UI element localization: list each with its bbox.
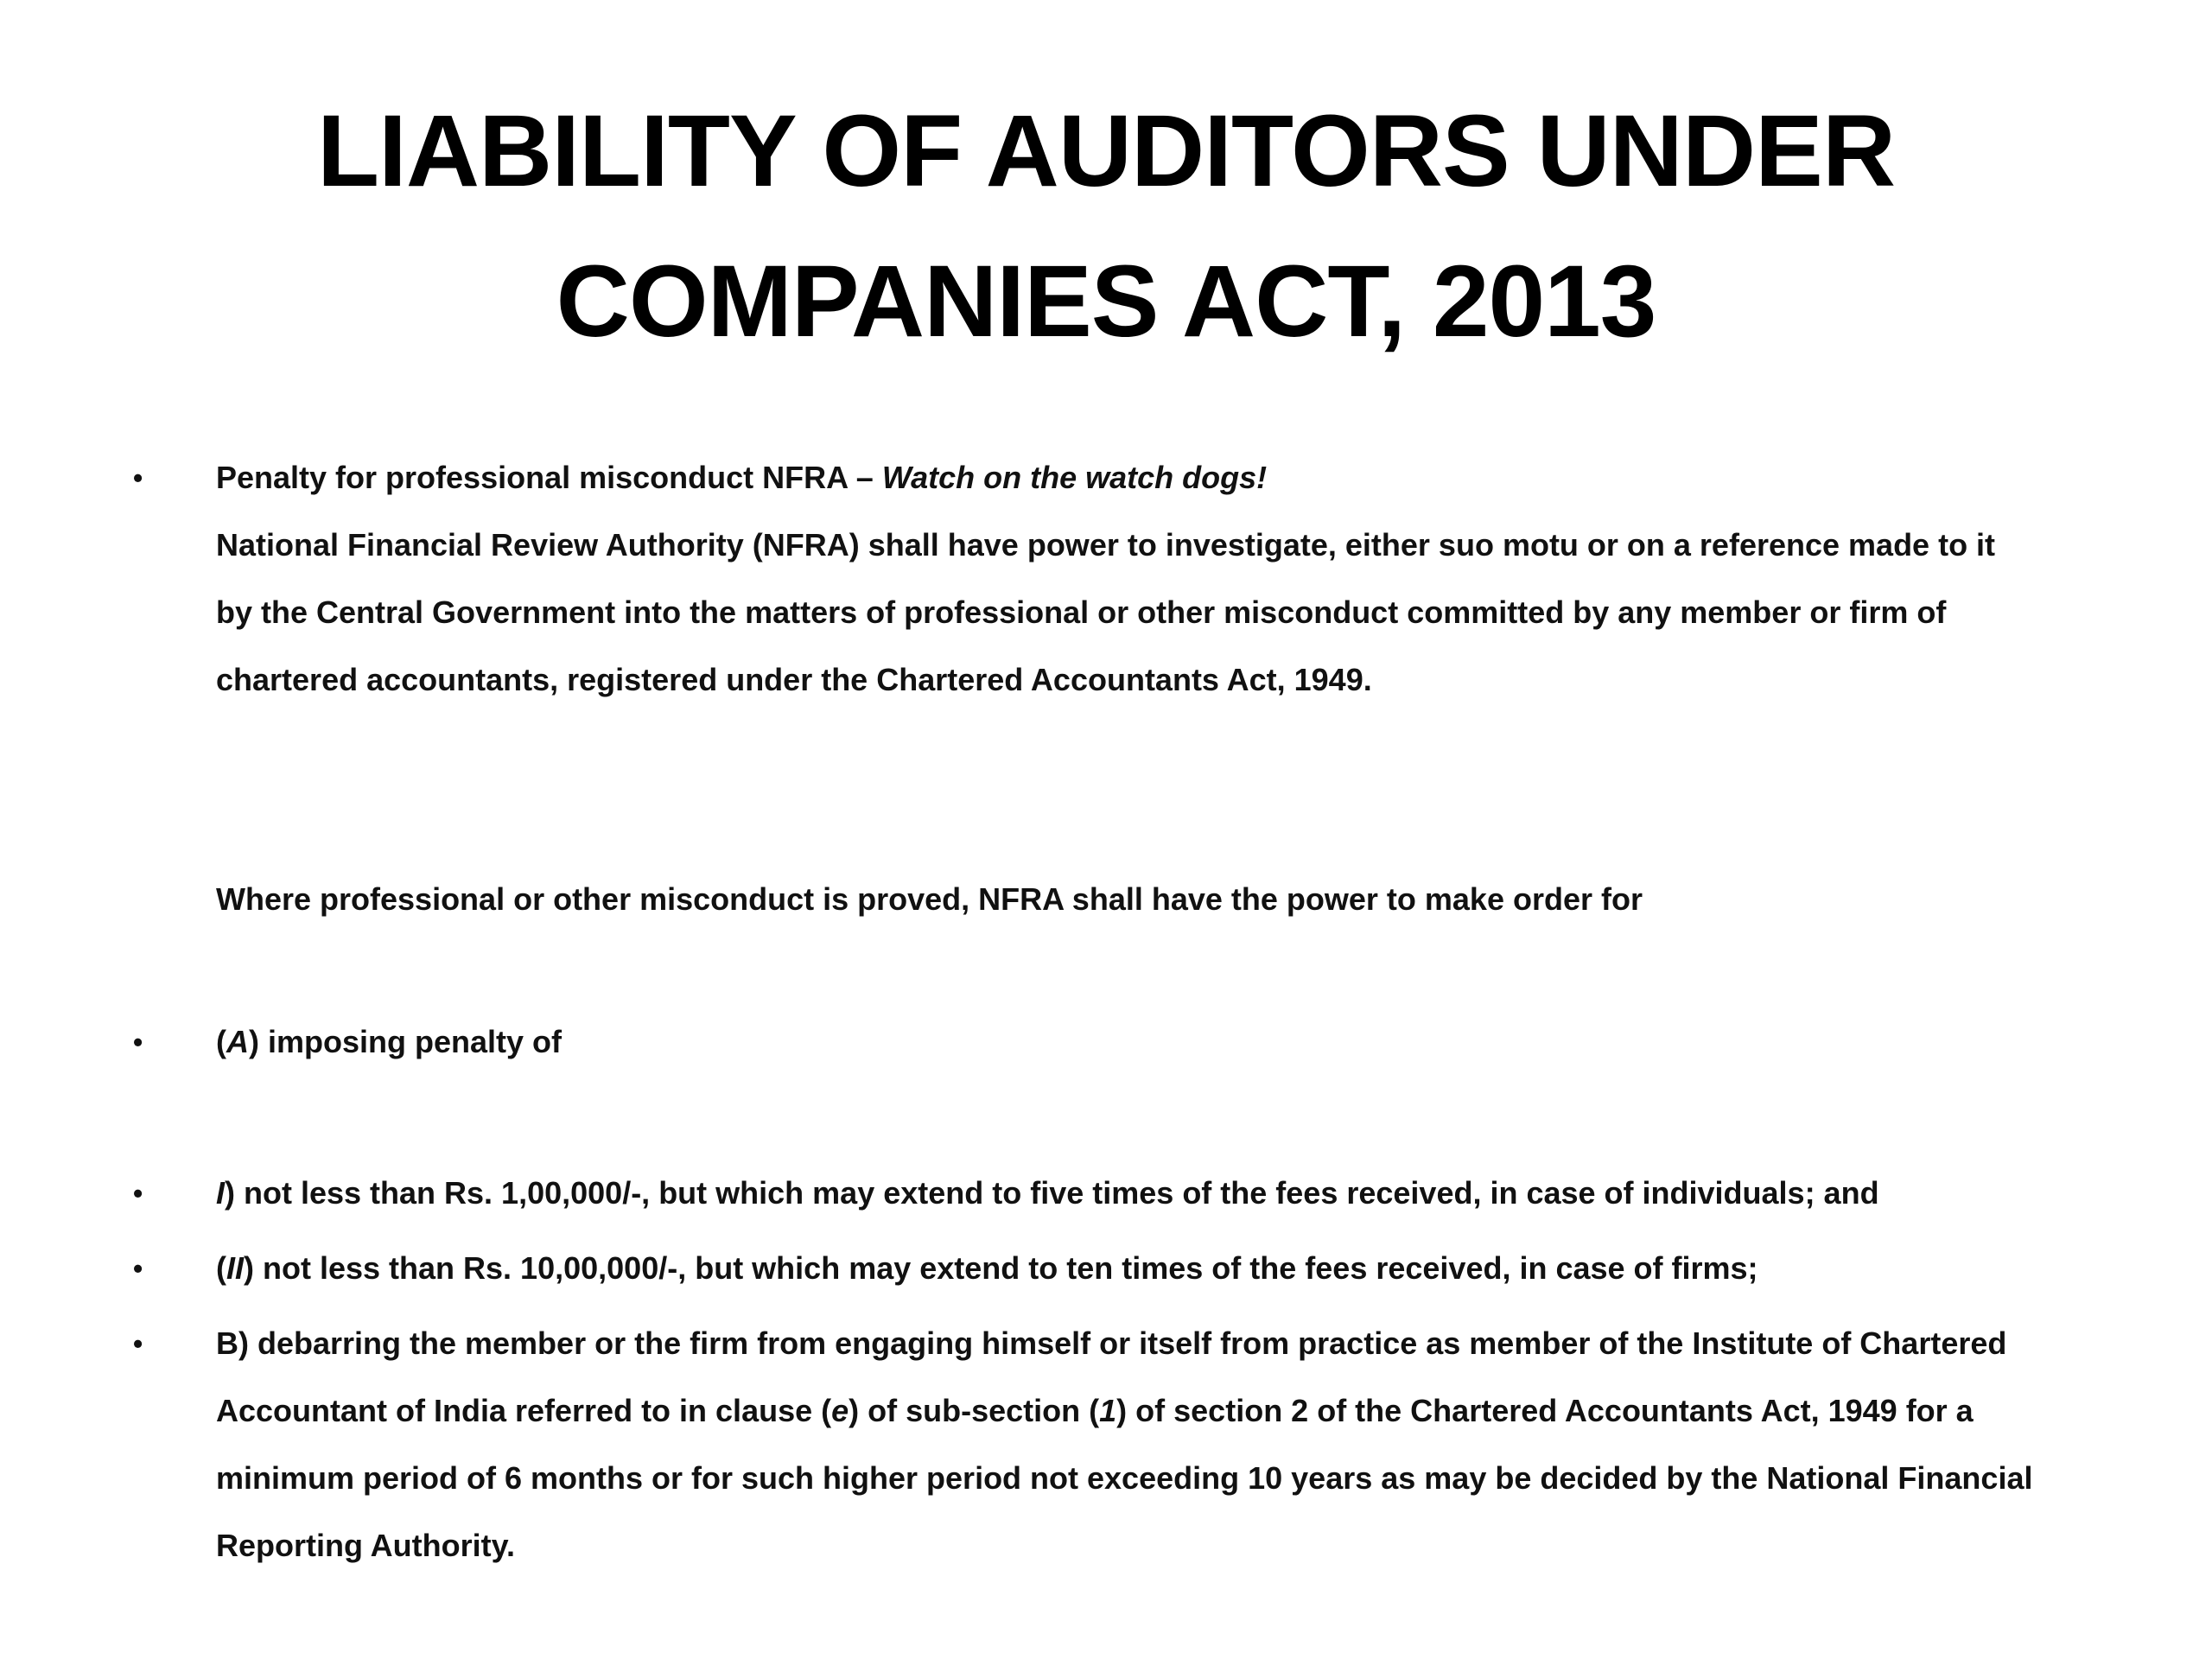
point-ii-numeral: II xyxy=(226,1250,245,1286)
point-b-clause-e: e xyxy=(831,1393,849,1428)
bullet-point-ii: • xyxy=(133,1253,143,1284)
point-1-block xyxy=(216,444,2143,714)
point-i-text-line xyxy=(216,1160,2143,1227)
bullet-point-i: • xyxy=(133,1178,143,1209)
point-1-heading-prefix: Penalty for professional misconduct NFRA – xyxy=(216,460,882,495)
point-i xyxy=(216,1160,2143,1227)
bullet-point-a: • xyxy=(133,1027,143,1058)
point-b-line-2 xyxy=(216,1377,2143,1445)
where-paragraph xyxy=(216,866,2143,933)
point-ii xyxy=(216,1235,2143,1302)
point-b-line-3: minimum period of 6 months or for such higher period not exceeding 10 years as may be decided by the National Financial xyxy=(216,1460,2033,1496)
where-text: Where professional or other misconduct is proved, NFRA shall have the power to make order for xyxy=(216,881,1643,917)
point-b-line-1: B) debarring the member or the firm from engaging himself or itself from practice as member of the Institute of Chartered xyxy=(216,1325,2007,1361)
point-a-open: ( xyxy=(216,1024,226,1059)
bullet-point-1: • xyxy=(133,462,143,493)
point-1-line-3: chartered accountants, registered under the Chartered Accountants Act, 1949. xyxy=(216,662,1372,697)
point-1-heading xyxy=(216,444,2143,512)
point-a-text: ) imposing penalty of xyxy=(249,1024,563,1059)
title-line-2: COMPANIES ACT, 2013 xyxy=(556,245,1656,359)
point-b-line-2-a: Accountant of India referred to in clause ( xyxy=(216,1393,832,1428)
point-b xyxy=(216,1310,2143,1580)
point-1-line-1: National Financial Review Authority (NFRA) shall have power to investigate, either suo motu or on a reference made to it xyxy=(216,527,1996,563)
title-line-1: LIABILITY OF AUDITORS UNDER xyxy=(316,94,1896,208)
point-ii-open: ( xyxy=(216,1250,226,1286)
point-b-line-2-b: ) of sub-section ( xyxy=(849,1393,1100,1428)
point-b-line-4: Reporting Authority. xyxy=(216,1528,515,1563)
point-1-heading-italic: Watch on the watch dogs! xyxy=(881,460,1268,495)
point-a xyxy=(216,1008,2143,1076)
point-i-numeral: I xyxy=(216,1175,226,1211)
point-1-line-2: by the Central Government into the matters of professional or other misconduct committed by any member or firm of xyxy=(216,594,1947,630)
point-a-letter: A xyxy=(226,1024,249,1059)
slide-title xyxy=(0,76,2212,377)
point-ii-text-line xyxy=(216,1235,2143,1302)
bullet-point-b: • xyxy=(133,1328,143,1359)
point-b-line-2-c: ) of section 2 of the Chartered Accountants Act, 1949 for a xyxy=(1116,1393,1974,1428)
point-ii-text: ) not less than Rs. 10,00,000/-, but which may extend to ten times of the fees received, in case of firms; xyxy=(244,1250,1758,1286)
point-a-text-line xyxy=(216,1008,2143,1076)
point-b-subsection-1: 1 xyxy=(1099,1393,1117,1428)
point-i-text: ) not less than Rs. 1,00,000/-, but which may extend to five times of the fees received, in case of individuals; and xyxy=(225,1175,1879,1211)
